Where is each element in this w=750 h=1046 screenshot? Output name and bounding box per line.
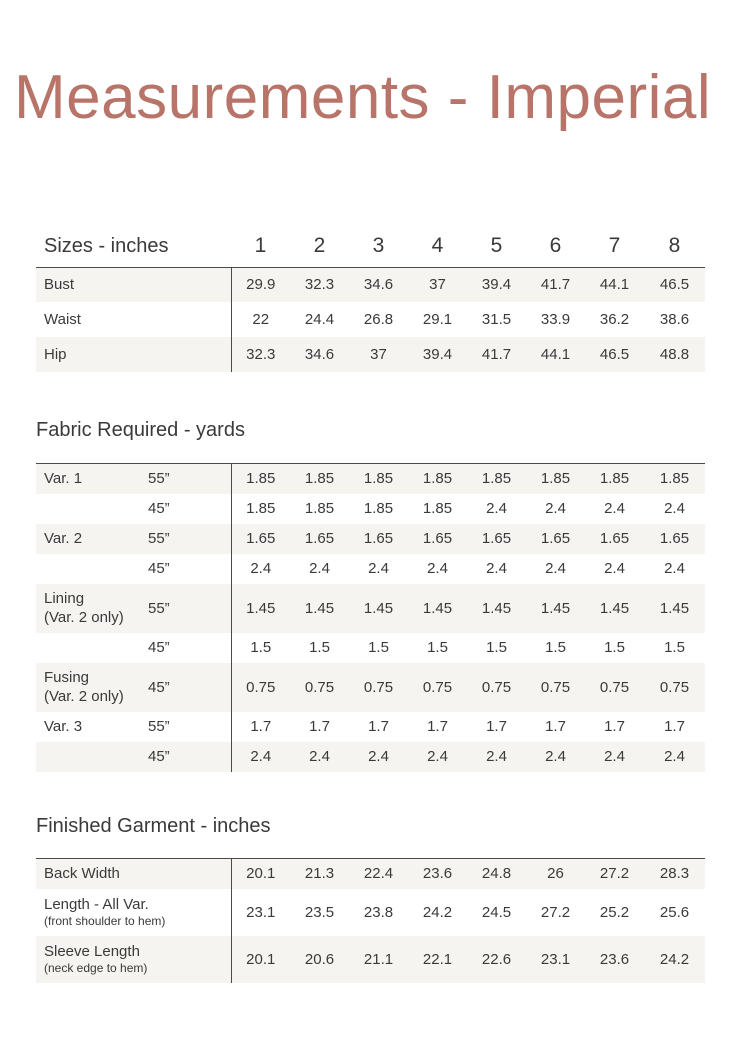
- yardage-cell: 1.45: [290, 584, 349, 633]
- size-column-header: 8: [668, 234, 681, 258]
- yardage-cell: 1.85: [585, 464, 644, 494]
- sizes-header-label: Sizes - inches: [44, 234, 169, 257]
- yardage-cell: 1.5: [545, 639, 566, 656]
- garment-cell: 25.2: [599, 903, 630, 921]
- garment-table: [36, 858, 705, 983]
- measurement-cell: 41.7: [467, 337, 526, 372]
- garment-section-title: Finished Garment - inches: [36, 815, 271, 837]
- fabric-width: 55”: [148, 524, 231, 554]
- yardage-cell: 1.45: [526, 584, 585, 633]
- variation-note: (Var. 2 only): [44, 688, 124, 705]
- row-label: Waist: [44, 311, 81, 328]
- garment-cell: 24.2: [422, 903, 453, 921]
- fabric-width: 55”: [148, 584, 231, 633]
- yardage-cell: 1.85: [231, 464, 290, 494]
- measurement-cell: 44.1: [526, 337, 585, 372]
- measurement-cell: 46.5: [644, 267, 705, 302]
- garment-measure-label: [36, 889, 231, 936]
- garment-cell: 22.6: [467, 936, 526, 983]
- measurement-cell: 34.6: [349, 267, 408, 302]
- size-column-header: 6: [549, 234, 562, 258]
- size-column-header: 5: [490, 234, 503, 258]
- fabric-variation-label: [36, 524, 148, 554]
- yardage-cell: 1.85: [644, 464, 705, 494]
- row-label: Hip: [36, 337, 231, 372]
- variation-name: Lining: [44, 590, 85, 607]
- fabric-variation-label: [36, 494, 148, 524]
- garment-cell: 24.5: [481, 903, 512, 921]
- fabric-variation-label: [36, 464, 148, 494]
- measure-note: (front shoulder to hem): [44, 914, 166, 928]
- garment-cell: 24.8: [467, 859, 526, 889]
- yardage-cell: 1.45: [585, 584, 644, 633]
- yardage-cell: 1.45: [231, 584, 290, 633]
- measurement-cell: 29.1: [422, 311, 453, 328]
- fabric-variation-label: [36, 712, 148, 742]
- yardage-cell: 2.4: [604, 500, 625, 517]
- size-column-header: 7: [608, 234, 621, 258]
- measurement-cell: 31.5: [481, 311, 512, 328]
- garment-cell: 27.2: [540, 903, 571, 921]
- variation-name: Var. 3: [44, 718, 83, 735]
- yardage-cell: 2.4: [664, 560, 685, 577]
- measurement-cell: 22: [231, 302, 290, 337]
- yardage-cell: 1.85: [304, 500, 335, 517]
- garment-cell: 20.6: [290, 936, 349, 983]
- yardage-cell: 1.65: [526, 524, 585, 554]
- yardage-cell: 1.65: [290, 524, 349, 554]
- fabric-row: [36, 524, 705, 554]
- measurement-cell: 33.9: [540, 311, 571, 328]
- measurement-cell: 41.7: [526, 267, 585, 302]
- yardage-cell: 1.85: [363, 500, 394, 517]
- fabric-table: [36, 463, 705, 772]
- sizes-row: [36, 337, 705, 372]
- yardage-cell: 1.65: [349, 524, 408, 554]
- yardage-cell: 1.5: [604, 639, 625, 656]
- yardage-cell: 2.4: [368, 560, 389, 577]
- measurement-cell: 32.3: [231, 337, 290, 372]
- yardage-cell: 2.4: [427, 560, 448, 577]
- yardage-cell: 1.65: [467, 524, 526, 554]
- yardage-cell: 2.4: [585, 742, 644, 772]
- yardage-cell: 0.75: [290, 663, 349, 712]
- measurement-cell: 34.6: [290, 337, 349, 372]
- yardage-cell: 1.5: [368, 639, 389, 656]
- fabric-width: 45”: [148, 500, 170, 517]
- yardage-cell: 2.4: [604, 560, 625, 577]
- measure-name: Sleeve Length: [44, 943, 140, 960]
- fabric-variation-label: [36, 584, 148, 633]
- yardage-cell: 2.4: [526, 742, 585, 772]
- sizes-table: [36, 226, 705, 372]
- yardage-cell: 2.4: [545, 560, 566, 577]
- garment-cell: 21.3: [290, 859, 349, 889]
- fabric-row: [36, 584, 705, 633]
- garment-cell: 23.5: [304, 903, 335, 921]
- page-title: Measurements - Imperial: [14, 63, 712, 132]
- yardage-cell: 0.75: [349, 663, 408, 712]
- yardage-cell: 0.75: [585, 663, 644, 712]
- fabric-width: 45”: [148, 663, 231, 712]
- fabric-row: [36, 494, 705, 524]
- yardage-cell: 1.7: [486, 718, 507, 735]
- fabric-row: [36, 742, 705, 772]
- garment-cell: 26: [526, 859, 585, 889]
- measurement-cell: 39.4: [408, 337, 467, 372]
- variation-name: Var. 2: [44, 530, 83, 547]
- fabric-width: 45”: [148, 742, 231, 772]
- yardage-cell: 2.4: [545, 500, 566, 517]
- yardage-cell: 1.5: [309, 639, 330, 656]
- measurement-cell: 48.8: [644, 337, 705, 372]
- yardage-cell: 1.7: [545, 718, 566, 735]
- yardage-cell: 1.7: [368, 718, 389, 735]
- yardage-cell: 1.85: [290, 464, 349, 494]
- sizes-row: [36, 267, 705, 302]
- yardage-cell: 1.85: [422, 500, 453, 517]
- garment-cell: 24.2: [644, 936, 705, 983]
- measurement-cell: 39.4: [467, 267, 526, 302]
- yardage-cell: 2.4: [349, 742, 408, 772]
- fabric-variation-label: [36, 554, 148, 584]
- garment-measure-label: [36, 859, 231, 889]
- yardage-cell: 1.45: [467, 584, 526, 633]
- yardage-cell: 1.7: [231, 712, 290, 742]
- measurement-cell: 36.2: [599, 311, 630, 328]
- size-column-header: 4: [431, 234, 444, 258]
- garment-cell: 22.4: [349, 859, 408, 889]
- garment-cell: 27.2: [585, 859, 644, 889]
- fabric-row: [36, 633, 705, 663]
- yardage-cell: 0.75: [467, 663, 526, 712]
- measurement-cell: 37: [408, 267, 467, 302]
- garment-cell: 23.6: [585, 936, 644, 983]
- measurement-cell: 29.9: [231, 267, 290, 302]
- yardage-cell: 2.4: [231, 742, 290, 772]
- measurement-cell: 26.8: [363, 311, 394, 328]
- measure-name: Back Width: [44, 865, 120, 883]
- measurement-cell: 37: [349, 337, 408, 372]
- fabric-row: [36, 663, 705, 712]
- yardage-cell: 0.75: [526, 663, 585, 712]
- garment-cell: 23.1: [231, 889, 290, 936]
- yardage-cell: 1.85: [408, 464, 467, 494]
- yardage-cell: 1.65: [644, 524, 705, 554]
- sizes-header-row: [36, 226, 705, 267]
- yardage-cell: 1.7: [309, 718, 330, 735]
- variation-name: Fusing: [44, 669, 90, 686]
- yardage-cell: 1.85: [526, 464, 585, 494]
- measurement-cell: 24.4: [304, 311, 335, 328]
- yardage-cell: 1.7: [427, 718, 448, 735]
- yardage-cell: 0.75: [408, 663, 467, 712]
- yardage-cell: 1.65: [231, 524, 290, 554]
- fabric-variation-label: [36, 742, 148, 772]
- yardage-cell: 1.85: [467, 464, 526, 494]
- measure-name: Length - All Var.: [44, 896, 149, 913]
- yardage-cell: 0.75: [644, 663, 705, 712]
- fabric-width: 45”: [148, 560, 170, 577]
- yardage-cell: 1.7: [604, 718, 625, 735]
- garment-cell: 28.3: [644, 859, 705, 889]
- yardage-cell: 1.85: [349, 464, 408, 494]
- yardage-cell: 2.4: [309, 560, 330, 577]
- measurement-cell: 32.3: [290, 267, 349, 302]
- yardage-cell: 1.5: [486, 639, 507, 656]
- fabric-width: 55”: [148, 464, 231, 494]
- row-label: Bust: [36, 267, 231, 302]
- garment-measure-label: [36, 936, 231, 983]
- yardage-cell: 1.85: [231, 494, 290, 524]
- size-column-header: 1: [254, 234, 267, 258]
- yardage-cell: 1.45: [644, 584, 705, 633]
- garment-cell: 25.6: [659, 903, 690, 921]
- yardage-cell: 1.65: [585, 524, 644, 554]
- size-column-header: 2: [313, 234, 326, 258]
- yardage-cell: 2.4: [467, 742, 526, 772]
- garment-cell: 23.6: [408, 859, 467, 889]
- fabric-row: [36, 464, 705, 494]
- garment-cell: 23.8: [363, 903, 394, 921]
- size-column-header: 3: [372, 234, 385, 258]
- yardage-cell: 2.4: [664, 500, 685, 517]
- yardage-cell: 2.4: [290, 742, 349, 772]
- yardage-cell: 2.4: [231, 554, 290, 584]
- fabric-variation-label: [36, 663, 148, 712]
- yardage-cell: 1.5: [231, 633, 290, 663]
- yardage-cell: 1.5: [664, 639, 685, 656]
- yardage-cell: 1.45: [349, 584, 408, 633]
- yardage-cell: 1.65: [408, 524, 467, 554]
- garment-cell: 20.1: [231, 859, 290, 889]
- fabric-width: 55”: [148, 718, 170, 735]
- measurement-cell: 44.1: [585, 267, 644, 302]
- garment-row: [36, 859, 705, 889]
- yardage-cell: 0.75: [231, 663, 290, 712]
- yardage-cell: 2.4: [486, 560, 507, 577]
- fabric-variation-label: [36, 633, 148, 663]
- garment-cell: 23.1: [526, 936, 585, 983]
- sizes-row: [36, 302, 705, 337]
- yardage-cell: 2.4: [408, 742, 467, 772]
- fabric-row: [36, 554, 705, 584]
- yardage-cell: 2.4: [644, 742, 705, 772]
- variation-name: Var. 1: [44, 470, 83, 488]
- garment-cell: 21.1: [349, 936, 408, 983]
- measurement-cell: 38.6: [659, 311, 690, 328]
- yardage-cell: 1.45: [408, 584, 467, 633]
- fabric-width: 45”: [148, 639, 170, 656]
- garment-cell: 20.1: [231, 936, 290, 983]
- measurement-cell: 46.5: [585, 337, 644, 372]
- yardage-cell: 1.7: [664, 718, 685, 735]
- garment-cell: 22.1: [408, 936, 467, 983]
- measure-note: (neck edge to hem): [44, 961, 148, 975]
- fabric-section-title: Fabric Required - yards: [36, 419, 245, 441]
- yardage-cell: 1.5: [427, 639, 448, 656]
- variation-note: (Var. 2 only): [44, 609, 124, 626]
- fabric-row: [36, 712, 705, 742]
- garment-row: [36, 889, 705, 936]
- yardage-cell: 2.4: [486, 500, 507, 517]
- garment-row: [36, 936, 705, 983]
